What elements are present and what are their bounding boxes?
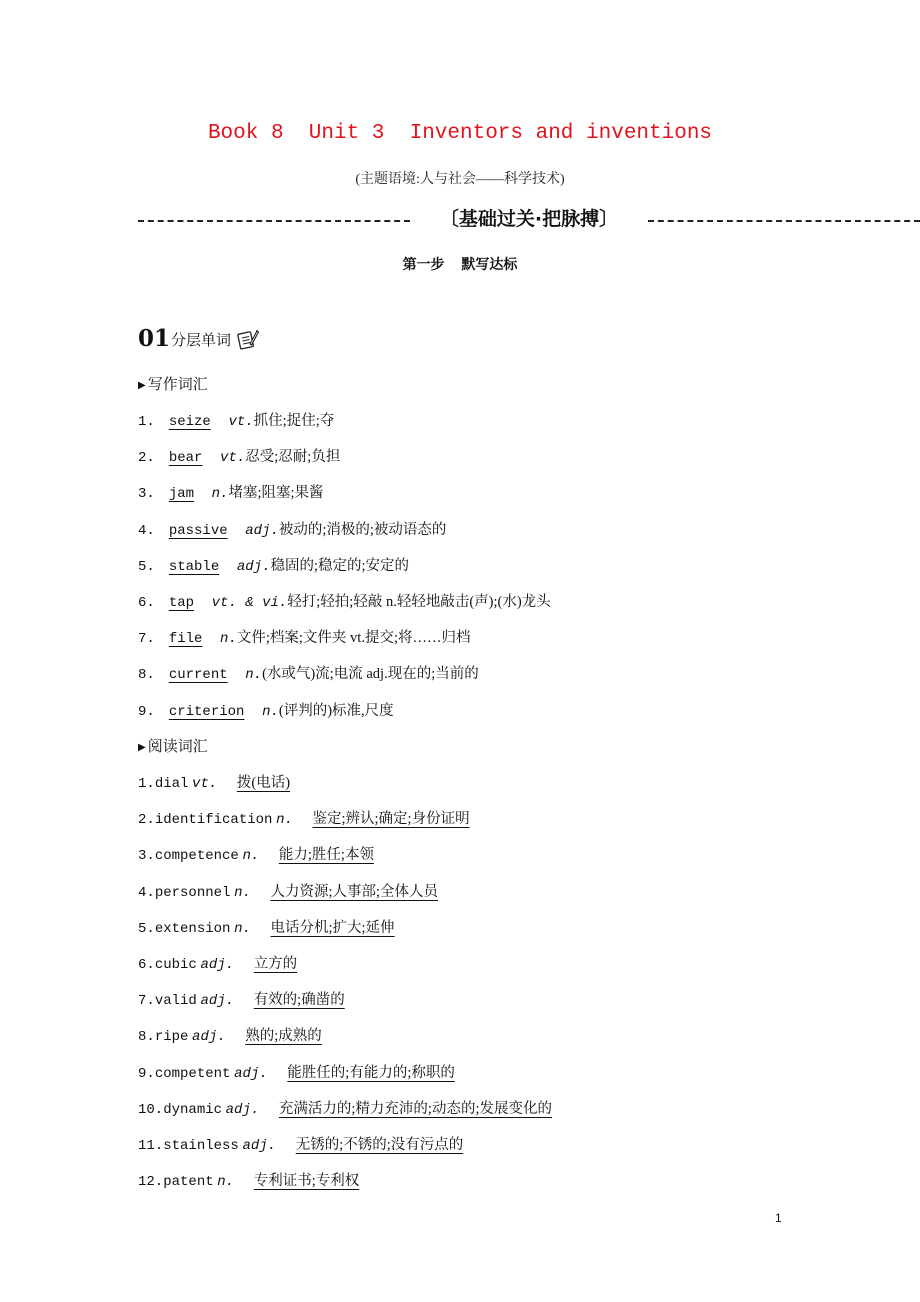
vocab-word: cubic: [154, 957, 197, 973]
answer-word: file: [168, 631, 203, 648]
vocab-word: extension: [154, 920, 231, 937]
part-of-speech: n.: [217, 1174, 235, 1191]
definition: 忍受;忍耐;负担: [245, 449, 341, 466]
definition: (评判的)标准,尺度: [278, 702, 394, 719]
item-number: 9.: [138, 703, 155, 720]
part-of-speech: n.: [245, 667, 263, 684]
answer-word: stable: [168, 558, 220, 575]
answer-meaning: 充满活力的;精力充沛的;动态的;发展变化的: [278, 1100, 552, 1117]
reading-item: [138, 880, 454, 901]
reading-item: [138, 988, 361, 1009]
reading-item: [138, 952, 313, 973]
part-of-speech: n.: [276, 812, 293, 829]
answer-word: passive: [168, 522, 228, 539]
part-of-speech: vt.: [228, 414, 254, 430]
writing-item: [138, 518, 446, 539]
reading-item: [138, 916, 411, 937]
answer-word: criterion: [168, 703, 245, 720]
vocab-word: competent: [154, 1065, 231, 1082]
part-of-speech: adj.: [234, 1065, 268, 1082]
writing-item: [138, 409, 334, 430]
vocab-word: competence: [154, 848, 239, 865]
answer-meaning: 有效的;确凿的: [253, 992, 345, 1009]
item-number: 1.: [138, 414, 155, 430]
part-of-speech: adj.: [245, 522, 279, 539]
banner-text: 〔基础过关·把脉搏〕: [439, 208, 619, 230]
item-number: 1.: [138, 776, 155, 792]
reading-item: [138, 807, 486, 828]
item-number: 11.: [138, 1138, 164, 1154]
definition: 文件;档案;文件夹 vt.提交;将……归档: [236, 630, 471, 647]
item-number: 7.: [138, 993, 155, 1010]
answer-meaning: 人力资源;人事部;全体人员: [270, 883, 439, 900]
part-of-speech: adj.: [200, 957, 235, 973]
answer-meaning: 能胜任的;有能力的;称职的: [287, 1064, 455, 1081]
answer-word: jam: [168, 486, 195, 503]
vocab-word: identification: [154, 812, 273, 829]
item-number: 8.: [138, 1029, 155, 1046]
part-of-speech: vt. & vi.: [211, 595, 288, 611]
part-of-speech: n.: [234, 884, 251, 901]
reading-item: [138, 1024, 338, 1045]
vocab-word: dial: [154, 776, 189, 792]
part-of-speech: n.: [262, 703, 279, 720]
item-number: 12.: [138, 1174, 164, 1191]
definition: (水或气)流;电流 adj.现在的;当前的: [262, 666, 479, 683]
reading-heading-text: 阅读词汇: [147, 739, 208, 755]
writing-item: [138, 481, 324, 502]
item-number: 10.: [138, 1101, 164, 1118]
part-of-speech: n.: [211, 486, 229, 503]
answer-meaning: 立方的: [253, 956, 298, 972]
item-number: 5.: [138, 920, 155, 937]
vocab-word: patent: [163, 1174, 214, 1191]
section-heading: [138, 326, 259, 352]
triangle-bullet-icon: ▶: [138, 742, 146, 753]
answer-meaning: 无锈的;不锈的;没有污点的: [295, 1137, 464, 1153]
reading-item: [138, 1061, 471, 1082]
vocab-word: personnel: [154, 884, 231, 901]
answer-meaning: 拨(电话): [236, 775, 291, 791]
answer-word: bear: [168, 450, 203, 467]
page-title: Book 8 Unit 3 Inventors and inventions: [207, 122, 713, 145]
item-number: 2.: [138, 812, 155, 829]
section-number: 01: [138, 325, 171, 352]
item-number: 3.: [138, 486, 155, 503]
answer-word: current: [168, 667, 228, 684]
definition: 抓住;捉住;夺: [253, 413, 335, 429]
definition: 堵塞;阻塞;果酱: [228, 485, 324, 502]
item-number: 5.: [138, 558, 155, 575]
writing-item: [138, 699, 394, 720]
theme-subtitle: (主题语境:人与社会——科学技术): [355, 172, 565, 187]
vocab-word: ripe: [154, 1029, 189, 1046]
item-number: 4.: [138, 884, 155, 901]
definition: 轻打;轻拍;轻敲 n.轻轻地敲击(声);(水)龙头: [287, 594, 551, 610]
item-number: 8.: [138, 667, 155, 684]
reading-item: [138, 1097, 568, 1118]
part-of-speech: adj.: [242, 1138, 277, 1154]
part-of-speech: vt.: [192, 776, 218, 792]
dashed-rule-left: [138, 220, 410, 222]
answer-word: tap: [168, 595, 195, 611]
definition: 稳固的;稳定的;安定的: [270, 557, 410, 574]
dashed-rule-right: [648, 220, 920, 222]
item-number: 6.: [138, 957, 155, 973]
reading-item: [138, 1133, 479, 1154]
item-number: 4.: [138, 522, 155, 539]
item-number: 6.: [138, 595, 155, 611]
writing-item: [138, 626, 470, 647]
writing-item: [138, 554, 409, 575]
writing-heading-text: 写作词汇: [147, 377, 208, 393]
part-of-speech: adj.: [225, 1101, 260, 1118]
writing-item: [138, 662, 479, 683]
part-of-speech: adj.: [236, 558, 271, 575]
reading-item: [138, 843, 390, 864]
item-number: 9.: [138, 1065, 155, 1082]
reading-heading: [138, 735, 208, 756]
part-of-speech: n.: [234, 920, 251, 937]
vocab-word: dynamic: [163, 1101, 223, 1118]
part-of-speech: adj.: [200, 993, 235, 1010]
reading-item: [138, 771, 306, 792]
writing-item: [138, 590, 551, 611]
answer-meaning: 能力;胜任;本领: [278, 847, 374, 864]
section-label: 分层单词: [171, 333, 232, 349]
notepad-pencil-icon: [237, 328, 259, 350]
item-number: 7.: [138, 631, 155, 648]
item-number: 2.: [138, 450, 155, 467]
answer-meaning: 电话分机;扩大;延伸: [270, 919, 395, 936]
answer-meaning: 专利证书;专利权: [253, 1173, 360, 1190]
part-of-speech: vt.: [220, 450, 246, 467]
triangle-bullet-icon: ▶: [138, 380, 146, 391]
answer-word: seize: [168, 414, 211, 430]
reading-item: [138, 1169, 375, 1190]
part-of-speech: n.: [242, 848, 260, 865]
writing-item: [138, 445, 340, 466]
writing-heading: [138, 373, 208, 394]
part-of-speech: n.: [220, 631, 237, 648]
item-number: 3.: [138, 848, 155, 865]
step-heading: 第一步 默写达标: [402, 257, 518, 273]
section-banner: [138, 204, 920, 238]
part-of-speech: adj.: [192, 1029, 226, 1046]
answer-meaning: 熟的;成熟的: [245, 1028, 322, 1045]
definition: 被动的;消极的;被动语态的: [278, 521, 447, 538]
page-number: 1: [775, 1211, 782, 1225]
vocab-word: valid: [154, 993, 197, 1010]
answer-meaning: 鉴定;辨认;确定;身份证明: [312, 811, 470, 828]
vocab-word: stainless: [163, 1138, 239, 1154]
